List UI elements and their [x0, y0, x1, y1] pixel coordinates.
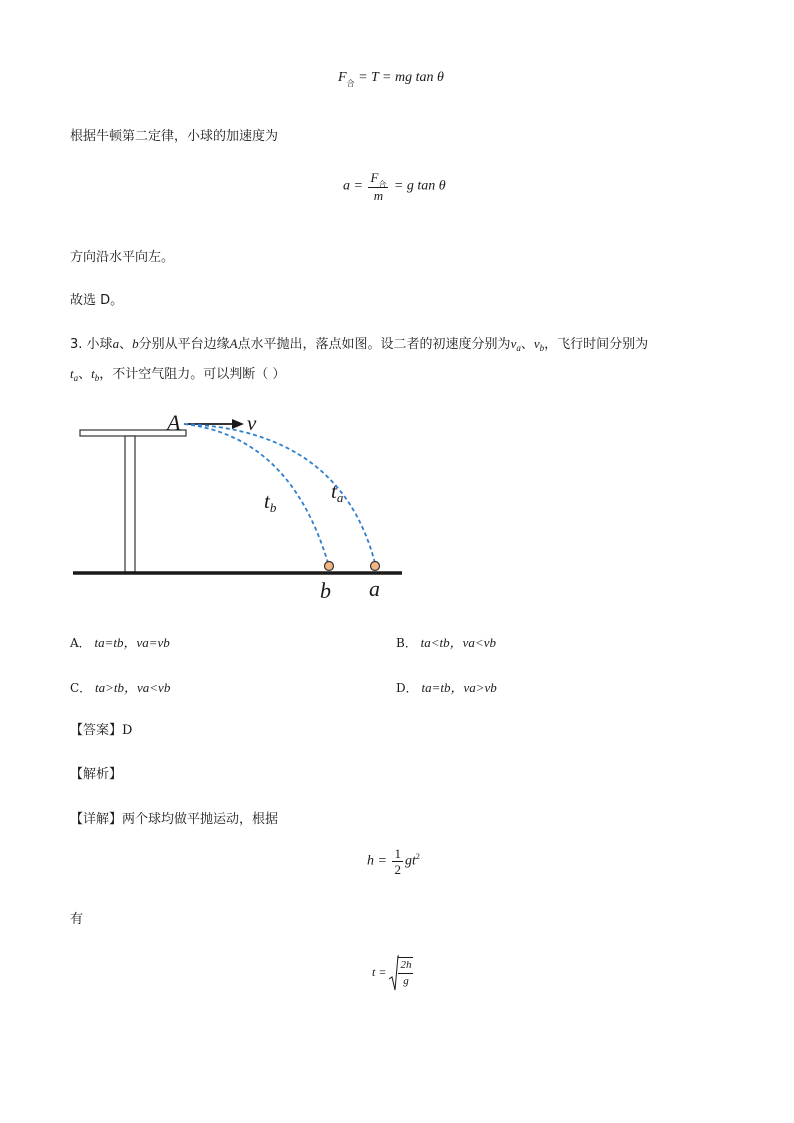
velocity-arrowhead: [232, 419, 244, 429]
ball-b: [325, 562, 334, 571]
trajectory-a: [184, 424, 375, 563]
option-a[interactable]: A． ta=tb，va=vb: [70, 635, 170, 650]
projectile-figure: [60, 400, 420, 605]
answer-value: D: [122, 723, 133, 738]
label-b: b: [320, 578, 331, 603]
formula4-fraction: $\frac{2h}{g}$: [400, 959, 412, 987]
formula-time: t = $\frac{2h}{g}$: [372, 955, 415, 991]
question-3-line-1: 3. 小球a、b分别从平台边缘A点水平抛出，落点如图。设二者的初速度分别为$v_a$、$v_b$，飞行时间分别为: [70, 336, 649, 353]
detail-text: 两个球均做平抛运动，根据: [122, 812, 279, 827]
text-you: 有: [70, 912, 84, 927]
formula-acceleration: [343, 170, 446, 203]
option-c[interactable]: C． ta>tb，va<vb: [70, 680, 171, 695]
label-v: v: [247, 411, 257, 435]
detail-tag: 【详解】: [70, 812, 123, 827]
formula2-lhs: a =: [343, 178, 363, 194]
option-d[interactable]: D． ta=tb，va>vb: [396, 680, 497, 695]
ball-a: [371, 562, 380, 571]
analysis-tag: 【解析】: [70, 767, 123, 782]
question-3-line-2: $t_a$、$t_b$，不计空气阻力。可以判断（ ）: [70, 366, 286, 383]
option-b[interactable]: B． ta<tb，va<vb: [396, 635, 496, 650]
formula2-rhs: = g tan θ: [393, 178, 446, 194]
subscript-he: 合: [346, 79, 355, 88]
formula-rest: = T = mg tan θ: [354, 70, 444, 85]
platform-leg: [125, 436, 135, 572]
text-newton-law: 根据牛顿第二定律，小球的加速度为: [70, 129, 279, 144]
formula-height: h = $\frac{1}{2}$ $gt^2$: [367, 846, 420, 877]
formula-net-force: [338, 70, 444, 86]
answer-line: [70, 719, 132, 738]
detail-line: [70, 808, 278, 827]
text-direction: 方向沿水平向左。: [70, 250, 175, 265]
formula3-fraction: $\frac{1}{2}$: [394, 846, 401, 877]
trajectory-b: [184, 424, 328, 563]
label-a: a: [369, 576, 380, 601]
symbol-F: F: [338, 70, 347, 85]
label-ta: ta: [331, 479, 344, 505]
formula2-fraction: [368, 170, 388, 203]
label-A: A: [167, 410, 181, 435]
question-number: 3.: [70, 337, 83, 352]
label-tb: tb: [264, 489, 277, 515]
formula2-denominator: m: [373, 188, 384, 203]
answer-tag: 【答案】: [70, 723, 123, 738]
formula2-numerator: $F_合$: [370, 170, 387, 189]
text-choose-d: 故选 D。: [70, 293, 124, 308]
